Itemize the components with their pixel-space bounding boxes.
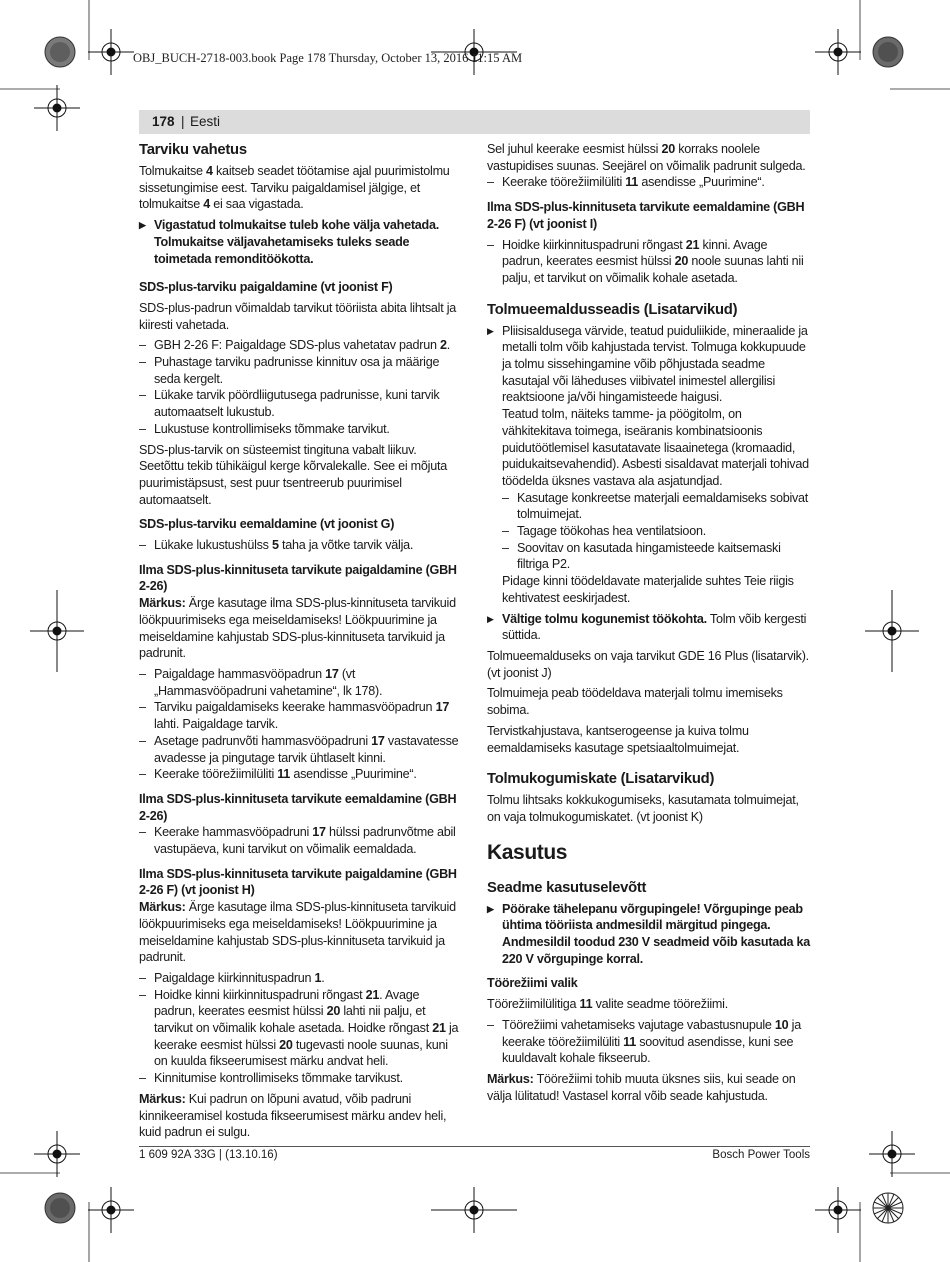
registration-mark xyxy=(88,1187,134,1233)
subheading: Ilma SDS-plus-kinnituseta tarvikute paigaldamine (GBH 2-26) xyxy=(139,562,457,594)
paragraph: Sel juhul keerake eesmist hülssi 20 korraks noolele vastupidises suunas. Seejärel on võimalik padrunit sulgeda. xyxy=(487,142,806,173)
registration-mark xyxy=(815,1187,861,1233)
registration-mark xyxy=(88,29,134,75)
subheading: Ilma SDS-plus-kinnituseta tarvikute eemaldamine (GBH 2-26) xyxy=(139,791,457,823)
paragraph: Tervistkahjustava, kantserogeense ja kuiva tolmu eemaldamiseks kasutage spetsiaaltolmuimejat. xyxy=(487,723,749,755)
list-item: – Lükake tarvik pöördliigutusega padrunisse, kuni tarvik automaatselt lukustub. xyxy=(139,387,463,420)
color-wheel-mark xyxy=(45,1193,75,1223)
registration-mark xyxy=(815,29,861,75)
list-item: – Keerake töörežiimilüliti 11 asendisse „Puurimine“. xyxy=(487,174,811,191)
list-item: – Asetage padrunvõti hammasvööpadruni 17 vastavatesse avadesse ja pingutage tarvik ühtlaselt kinni. xyxy=(139,733,463,766)
paragraph: Pidage kinni töödeldavate materjalide suhtes Teie riigis kehtivatest eeskirjadest. xyxy=(502,574,794,605)
header-separator: | xyxy=(181,114,185,129)
left-column xyxy=(139,141,463,1141)
paragraph: Tolmukaitse 4 kaitseb seadet töötamise ajal puurimistolmu sissetungimise eest. Tarviku paigaldamisel jälgige, et tolmukaitse 4 ei saa vigastada. xyxy=(139,164,450,212)
subheading: SDS-plus-tarviku paigaldamine (vt joonist F) xyxy=(139,280,393,295)
paragraph: Tolmueemalduseks on vaja tarvikut GDE 16 Plus (lisatarvik). (vt joonist J) xyxy=(487,648,809,680)
paragraph: Teatud tolm, näiteks tamme- ja pöögitolm, on vähkitekitava toimega, iseäranis kombinatsioonis puidutöötlemisel kasutatavate lisaainetega (kromaadid, puidukaitsevahendid). Asbesti sisaldavat materjali tohivad töödelda üksnes vastava ala asjatundjad. xyxy=(502,407,809,488)
list-item: – Paigaldage kiirkinnituspadrun 1. xyxy=(139,970,463,987)
note-paragraph: Märkus: Ärge kasutage ilma SDS-plus-kinnituseta tarvikuid löökpuurimiseks ega meiseldamiseks! Löökpuurimine ja meiseldamine kahjustab SDS-plus-kinnituseta tarvikuid ja padrunit. xyxy=(139,596,456,661)
color-wheel-mark xyxy=(45,37,75,67)
list-item: – Kasutage konkreetse materjali eemaldamiseks sobivat tolmuimejat. xyxy=(502,490,811,523)
list-item: – Tarviku paigaldamiseks keerake hammasvööpadrun 17 lahti. Paigaldage tarvik. xyxy=(139,699,463,732)
paragraph: Töörežiimilülitiga 11 valite seadme töörežiimi. xyxy=(487,997,728,1012)
registration-mark xyxy=(30,590,84,672)
footer-rule xyxy=(139,1146,810,1147)
list-item: – Keerake töörežiimilüliti 11 asendisse „Puurimine“. xyxy=(139,766,463,783)
note-paragraph: Märkus: Töörežiimi tohib muuta üksnes siis, kui seade on välja lülitatud! Vastasel korral võib seade kahjustuda. xyxy=(487,1071,796,1103)
section-heading: Tolmueemaldusseadis (Lisatarvikud) xyxy=(487,301,738,318)
paragraph: Tolmuimeja peab töödeldava materjali tolmu imemiseks sobima. xyxy=(487,686,783,718)
starburst-mark xyxy=(873,1193,903,1223)
chapter-heading: Kasutus xyxy=(487,840,568,864)
footer-code: 1 609 92A 33G | (13.10.16) xyxy=(139,1149,278,1161)
registration-mark xyxy=(865,590,919,672)
subheading: Töörežiimi valik xyxy=(487,976,578,991)
subheading: Ilma SDS-plus-kinnituseta tarvikute paigaldamine (GBH 2-26 F) (vt joonist H) xyxy=(139,866,457,898)
list-item: – Hoidke kinni kiirkinnituspadruni rõngast 21. Avage padrun, keerates eesmist hülssi 20 lahti nii palju, et tarvikut on võimalik kohale asetada. Hoidke rõngast 21 ja keerake eesmist hülssi 20 tugevasti noole suunas, kuni on kuulda fikseerumisest märku andvat heli. xyxy=(139,987,463,1071)
section-heading: Tolmukogumiskate (Lisatarvikud) xyxy=(487,771,715,788)
footer-brand: Bosch Power Tools xyxy=(712,1149,810,1161)
note-paragraph: Märkus: Ärge kasutage ilma SDS-plus-kinnituseta tarvikuid löökpuurimiseks ega meiseldamiseks! Löökpuurimine ja meiseldamine kahjustab SDS-plus-kinnituseta tarvikuid ja padrunit. xyxy=(139,900,456,965)
warning-item: ▶ Pöörake tähelepanu võrgupingele! Võrgupinge peab ühtima tööriista andmesildil märgitud pingega. Andmesildil toodud 230 V seadmeid võib kasutada ka 220 V võrgupinge korral. xyxy=(487,901,811,968)
registration-mark xyxy=(869,1131,915,1177)
right-column xyxy=(487,141,811,1104)
list-item: – GBH 2-26 F: Paigaldage SDS-plus vahetatav padrun 2. xyxy=(139,337,463,354)
section-heading: Seadme kasutuselevõtt xyxy=(487,879,647,896)
paragraph: SDS-plus-padrun võimaldab tarvikut tööriista abita lihtsalt ja kiiresti vahetada. xyxy=(139,300,456,332)
list-item: – Keerake hammasvööpadruni 17 hülssi padrunvõtme abil vastupäeva, kuni tarvikut on võimalik eemaldada. xyxy=(139,824,463,857)
registration-mark xyxy=(431,1187,517,1233)
list-item: – Tagage töökohas hea ventilatsioon. xyxy=(502,523,811,540)
note-paragraph: Märkus: Kui padrun on lõpuni avatud, võib padruni kinnikeeramisel kostuda fikseerumisest märku andev heli, kuid padrun ei sulgu. xyxy=(139,1091,447,1140)
paragraph: SDS-plus-tarvik on süsteemist tingituna vabalt liikuv. Seetõttu tekib tühikäigul kerge kõrvalekalle. See ei mõjuta puurimistäpsust, sest puur tsentreerub puurimisel automaatselt. xyxy=(139,442,447,507)
list-item: – Hoidke kiirkinnituspadruni rõngast 21 kinni. Avage padrun, keerates eesmist hülssi 20 noole suunas lahti nii palju, et tarvikut on võimalik kohale asetada. xyxy=(487,237,811,287)
subheading: SDS-plus-tarviku eemaldamine (vt joonist G) xyxy=(139,517,395,532)
list-item: – Paigaldage hammasvööpadrun 17 (vt „Hammasvööpadruni vahetamine“, lk 178). xyxy=(139,666,463,699)
paragraph: Tolmu lihtsaks kokkukogumiseks, kasutamata tolmuimejat, on vaja tolmukogumiskatet. (vt joonist K) xyxy=(487,793,799,824)
registration-mark xyxy=(34,1131,80,1177)
page-header-bar xyxy=(139,110,810,134)
header-language: Eesti xyxy=(190,114,221,129)
list-item: – Puhastage tarviku padrunisse kinnituv osa ja määrige seda kergelt. xyxy=(139,354,463,387)
registration-mark xyxy=(34,85,80,131)
warning-item: ▶ Vigastatud tolmukaitse tuleb kohe välja vahetada. Tolmukaitse väljavahetamiseks tuleks seade toimetada remonditöökotta. xyxy=(139,217,463,267)
list-item: – Kinnitumise kontrollimiseks tõmmake tarvikust. xyxy=(139,1070,463,1087)
subheading: Ilma SDS-plus-kinnituseta tarvikute eemaldamine (GBH 2-26 F) (vt joonist I) xyxy=(487,200,805,231)
print-slug: OBJ_BUCH-2718-003.book Page 178 Thursday, October 13, 2016 11:15 AM xyxy=(133,51,523,65)
list-item: – Soovitav on kasutada hingamisteede kaitsemaski filtriga P2. xyxy=(502,540,811,573)
warning-item: ▶ Pliisisaldusega värvide, teatud puiduliikide, mineraalide ja metalli tolm võib kahjustada tervist. Tolmuga kokkupuude ja tolmu sissehingamine võib põhjustada seadme kasutajal või läheduses viibivatel inimestel allergilisi reaktsioone ja/või hingamisteede haigusi. xyxy=(487,323,811,407)
list-item: – Lukustuse kontrollimiseks tõmmake tarvikut. xyxy=(139,421,463,438)
list-item: – Lükake lukustushülss 5 taha ja võtke tarvik välja. xyxy=(139,537,463,554)
color-wheel-mark xyxy=(873,37,903,67)
section-heading: Tarviku vahetus xyxy=(139,142,247,158)
list-item: – Töörežiimi vahetamiseks vajutage vabastusnupule 10 ja keerake töörežiimilüliti 11 soovitud asendisse, kuni see kuuldavalt kohale fikseerub. xyxy=(487,1017,811,1067)
page-number: 178 xyxy=(152,114,175,129)
warning-item: ▶ Vältige tolmu kogunemist töökohta. Tolm võib kergesti süttida. xyxy=(487,611,811,644)
